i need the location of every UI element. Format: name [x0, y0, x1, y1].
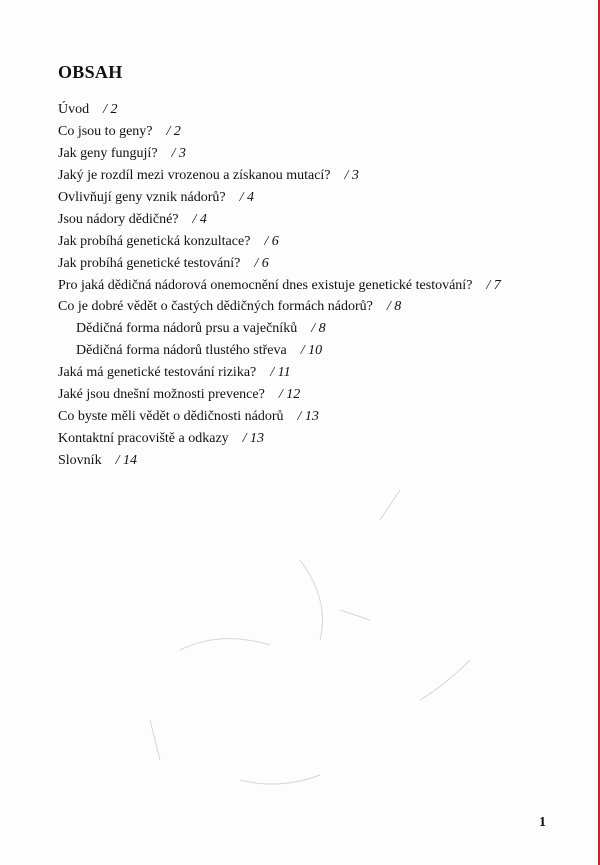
toc-entry-title: Co jsou to geny?	[58, 123, 153, 139]
toc-entry-page: / 7	[486, 277, 501, 293]
toc-entry-page: / 4	[239, 189, 254, 205]
toc-entry-title: Ovlivňují geny vznik nádorů?	[58, 189, 226, 205]
toc-subentry[interactable]	[58, 340, 501, 362]
toc-entry-title: Kontaktní pracoviště a odkazy	[58, 431, 229, 447]
toc-entry-page: / 14	[115, 453, 137, 468]
toc-entry-title: Jak probíhá genetické testování?	[58, 255, 241, 271]
toc-entry[interactable]	[58, 165, 501, 187]
toc-entry-title: Jak probíhá genetická konzultace?	[58, 233, 251, 249]
toc-entry[interactable]	[58, 143, 501, 165]
toc-entry[interactable]	[58, 428, 501, 450]
contents-heading: OBSAH	[58, 62, 123, 82]
toc-entry-page: / 11	[270, 365, 291, 381]
toc-entry-title: Jaké jsou dnešní možnosti prevence?	[58, 387, 265, 403]
toc-entry-title: Jak geny fungují?	[58, 145, 158, 161]
toc-entry-title: Jsou nádory dědičné?	[58, 211, 179, 227]
toc-entry[interactable]	[58, 362, 501, 384]
toc-entry-title: Co je dobré vědět o častých dědičných formách nádorů?	[58, 299, 373, 315]
toc-entry[interactable]	[58, 231, 501, 253]
table-of-contents	[58, 99, 501, 472]
toc-entry[interactable]	[58, 187, 501, 209]
toc-entry-page: / 3	[344, 167, 359, 183]
toc-entry-title: Co byste měli vědět o dědičnosti nádorů	[58, 409, 284, 425]
toc-entry-page: / 3	[171, 145, 186, 161]
toc-entry[interactable]	[58, 384, 501, 406]
toc-entry-page: / 8	[311, 321, 326, 337]
toc-entry-page: / 2	[103, 102, 118, 117]
toc-entry-page: / 13	[242, 431, 265, 447]
toc-entry-page: / 8	[386, 299, 402, 315]
toc-entry[interactable]	[58, 406, 501, 428]
toc-entry[interactable]	[58, 253, 501, 275]
toc-subentry[interactable]	[58, 318, 501, 340]
toc-entry-page: / 4	[192, 211, 207, 227]
toc-entry[interactable]	[58, 450, 501, 472]
page-number: 1	[539, 815, 546, 830]
toc-entry-title: Dědičná forma nádorů prsu a vaječníků	[76, 321, 298, 337]
toc-entry-title: Jaký je rozdíl mezi vrozenou a získanou mutací?	[58, 167, 331, 183]
toc-entry[interactable]	[58, 275, 501, 297]
toc-entry-title: Slovník	[58, 453, 102, 468]
toc-entry-title: Dědičná forma nádorů tlustého střeva	[76, 343, 287, 359]
toc-entry[interactable]	[58, 296, 501, 318]
toc-entry-page: / 13	[297, 409, 319, 425]
toc-entry[interactable]	[58, 99, 501, 121]
toc-entry-title: Jaká má genetické testování rizika?	[58, 365, 257, 381]
toc-entry-page: / 2	[166, 123, 181, 139]
toc-entry[interactable]	[58, 121, 501, 143]
toc-entry-page: / 10	[300, 343, 323, 359]
toc-entry-page: / 6	[264, 233, 279, 249]
toc-entry-title: Úvod	[58, 102, 90, 117]
toc-entry-page: / 12	[278, 387, 301, 403]
toc-entry-title: Pro jaká dědičná nádorová onemocnění dnes existuje genetické testování?	[58, 277, 473, 293]
toc-entry[interactable]	[58, 209, 501, 231]
toc-entry-page: / 6	[254, 255, 269, 271]
